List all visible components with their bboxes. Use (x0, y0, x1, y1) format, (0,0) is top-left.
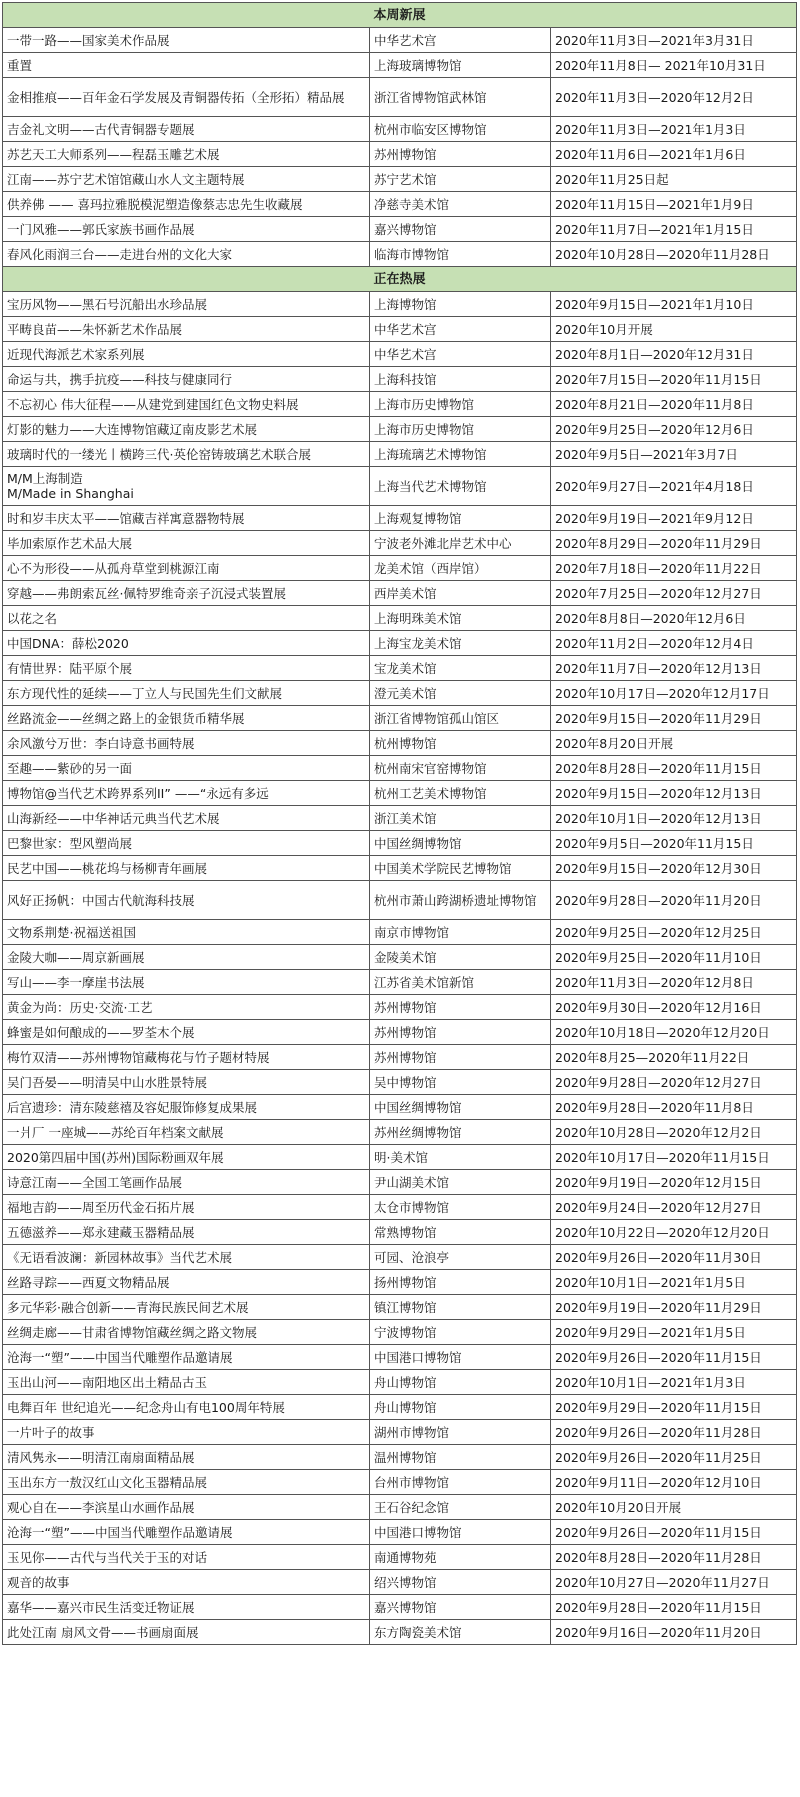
venue-cell: 嘉兴博物馆 (370, 217, 551, 242)
exhibition-table-body (3, 3, 797, 1645)
table-row (3, 442, 797, 467)
dates-cell: 2020年9月15日—2021年1月10日 (551, 292, 797, 317)
exhibition-name-cell: 一带一路——国家美术作品展 (3, 28, 370, 53)
venue-cell: 上海观复博物馆 (370, 506, 551, 531)
dates-cell: 2020年11月25日起 (551, 167, 797, 192)
exhibition-name-cell: 有情世界：陆平原个展 (3, 656, 370, 681)
venue-cell: 中华艺术宫 (370, 317, 551, 342)
exhibition-name-cell: 金陵大咖——周京新画展 (3, 945, 370, 970)
dates-cell: 2020年9月25日—2020年11月10日 (551, 945, 797, 970)
venue-cell: 湖州市博物馆 (370, 1420, 551, 1445)
venue-cell: 南京市博物馆 (370, 920, 551, 945)
exhibition-name-cell: 命运与共，携手抗疫——科技与健康同行 (3, 367, 370, 392)
dates-cell: 2020年9月19日—2021年9月12日 (551, 506, 797, 531)
table-row (3, 28, 797, 53)
dates-cell: 2020年11月3日—2021年3月31日 (551, 28, 797, 53)
table-row (3, 1520, 797, 1545)
table-row (3, 970, 797, 995)
table-row (3, 1145, 797, 1170)
exhibition-name-cell: 一片叶子的故事 (3, 1420, 370, 1445)
venue-cell: 中华艺术宫 (370, 342, 551, 367)
exhibition-name-cell: 重置 (3, 53, 370, 78)
exhibition-name-cell: 江南——苏宁艺术馆馆藏山水人文主题特展 (3, 167, 370, 192)
dates-cell: 2020年7月18日—2020年11月22日 (551, 556, 797, 581)
venue-cell: 江苏省美术馆新馆 (370, 970, 551, 995)
dates-cell: 2020年11月2日—2020年12月4日 (551, 631, 797, 656)
dates-cell: 2020年9月28日—2020年11月8日 (551, 1095, 797, 1120)
table-row (3, 806, 797, 831)
dates-cell: 2020年11月7日—2021年1月15日 (551, 217, 797, 242)
dates-cell: 2020年8月28日—2020年11月28日 (551, 1545, 797, 1570)
table-row (3, 217, 797, 242)
exhibition-name-cell: 苏艺天工大师系列——程磊玉雕艺术展 (3, 142, 370, 167)
dates-cell: 2020年7月25日—2020年12月27日 (551, 581, 797, 606)
exhibition-name-cell: 至趣——紫砂的另一面 (3, 756, 370, 781)
venue-cell: 龙美术馆（西岸馆） (370, 556, 551, 581)
venue-cell: 中国丝绸博物馆 (370, 1095, 551, 1120)
dates-cell: 2020年8月1日—2020年12月31日 (551, 342, 797, 367)
exhibition-name-cell: 春风化雨润三台——走进台州的文化大家 (3, 242, 370, 267)
exhibition-name-cell: 时和岁丰庆太平——馆藏吉祥寓意器物特展 (3, 506, 370, 531)
table-row (3, 945, 797, 970)
exhibition-name-cell: 宝历风物——黑石号沉船出水珍品展 (3, 292, 370, 317)
table-row (3, 467, 797, 506)
dates-cell: 2020年7月15日—2020年11月15日 (551, 367, 797, 392)
dates-cell: 2020年10月开展 (551, 317, 797, 342)
venue-cell: 杭州市萧山跨湖桥遗址博物馆 (370, 881, 551, 920)
venue-cell: 中国港口博物馆 (370, 1520, 551, 1545)
table-row (3, 1320, 797, 1345)
table-row (3, 1120, 797, 1145)
venue-cell: 苏州博物馆 (370, 1020, 551, 1045)
exhibition-name-cell: 丝路寻踪——西夏文物精品展 (3, 1270, 370, 1295)
venue-cell: 上海明珠美术馆 (370, 606, 551, 631)
venue-cell: 宝龙美术馆 (370, 656, 551, 681)
venue-cell: 舟山博物馆 (370, 1370, 551, 1395)
dates-cell: 2020年9月19日—2020年11月29日 (551, 1295, 797, 1320)
table-row (3, 142, 797, 167)
exhibition-name-cell: 风好正扬帆：中国古代航海科技展 (3, 881, 370, 920)
exhibition-name-cell: 观音的故事 (3, 1570, 370, 1595)
venue-cell: 尹山湖美术馆 (370, 1170, 551, 1195)
dates-cell: 2020年9月19日—2020年12月15日 (551, 1170, 797, 1195)
table-row (3, 242, 797, 267)
exhibition-name-cell: 清风隽永——明清江南扇面精品展 (3, 1445, 370, 1470)
venue-cell: 西岸美术馆 (370, 581, 551, 606)
exhibition-name-cell: 沧海一“塑”——中国当代雕塑作品邀请展 (3, 1345, 370, 1370)
table-row (3, 167, 797, 192)
dates-cell: 2020年10月28日—2020年12月2日 (551, 1120, 797, 1145)
venue-cell: 扬州博物馆 (370, 1270, 551, 1295)
dates-cell: 2020年8月28日—2020年11月15日 (551, 756, 797, 781)
venue-cell: 净慈寺美术馆 (370, 192, 551, 217)
exhibition-name-cell: 玉出山河——南阳地区出土精品古玉 (3, 1370, 370, 1395)
venue-cell: 台州市博物馆 (370, 1470, 551, 1495)
dates-cell: 2020年10月1日—2021年1月3日 (551, 1370, 797, 1395)
table-row (3, 342, 797, 367)
exhibition-name-cell: 梅竹双清——苏州博物馆藏梅花与竹子题材特展 (3, 1045, 370, 1070)
table-row (3, 317, 797, 342)
venue-cell: 浙江美术馆 (370, 806, 551, 831)
table-row (3, 1195, 797, 1220)
table-row (3, 1045, 797, 1070)
table-row (3, 995, 797, 1020)
dates-cell: 2020年9月15日—2020年11月29日 (551, 706, 797, 731)
section-header-row (3, 267, 797, 292)
table-row (3, 881, 797, 920)
table-row (3, 1570, 797, 1595)
dates-cell: 2020年9月28日—2020年11月20日 (551, 881, 797, 920)
venue-cell: 杭州南宋官窑博物馆 (370, 756, 551, 781)
table-row (3, 78, 797, 117)
exhibition-name-cell: 黄金为尚：历史·交流·工艺 (3, 995, 370, 1020)
dates-cell: 2020年10月18日—2020年12月20日 (551, 1020, 797, 1045)
exhibition-name-cell: 丝路流金——丝绸之路上的金银货币精华展 (3, 706, 370, 731)
exhibition-name-cell: 诗意江南——全国工笔画作品展 (3, 1170, 370, 1195)
table-row (3, 656, 797, 681)
dates-cell: 2020年11月6日—2021年1月6日 (551, 142, 797, 167)
venue-cell: 上海科技馆 (370, 367, 551, 392)
exhibition-name-cell: 东方现代性的延续——丁立人与民国先生们文献展 (3, 681, 370, 706)
dates-cell: 2020年9月11日—2020年12月10日 (551, 1470, 797, 1495)
venue-cell: 南通博物苑 (370, 1545, 551, 1570)
exhibition-name-cell: 沧海一“塑”——中国当代雕塑作品邀请展 (3, 1520, 370, 1545)
exhibition-name-cell: 五德滋养——郑永建藏玉器精品展 (3, 1220, 370, 1245)
dates-cell: 2020年9月15日—2020年12月30日 (551, 856, 797, 881)
table-row (3, 756, 797, 781)
exhibition-name-cell: 山海新经——中华神话元典当代艺术展 (3, 806, 370, 831)
exhibition-name-cell: 不忘初心 伟大征程——从建党到建国红色文物史料展 (3, 392, 370, 417)
exhibition-name-cell: 后宫遗珍：清东陵慈禧及容妃服饰修复成果展 (3, 1095, 370, 1120)
exhibition-name-cell: 民艺中国——桃花坞与杨柳青年画展 (3, 856, 370, 881)
venue-cell: 中华艺术宫 (370, 28, 551, 53)
exhibition-name-cell: 一门风雅——郭氏家族书画作品展 (3, 217, 370, 242)
dates-cell: 2020年9月30日—2020年12月16日 (551, 995, 797, 1020)
exhibition-name-cell: M/M上海制造 M/Made in Shanghai (3, 467, 370, 506)
venue-cell: 上海市历史博物馆 (370, 392, 551, 417)
dates-cell: 2020年9月26日—2020年11月28日 (551, 1420, 797, 1445)
table-row (3, 392, 797, 417)
venue-cell: 杭州工艺美术博物馆 (370, 781, 551, 806)
table-row (3, 1270, 797, 1295)
venue-cell: 镇江博物馆 (370, 1295, 551, 1320)
table-row (3, 1170, 797, 1195)
dates-cell: 2020年9月16日—2020年11月20日 (551, 1620, 797, 1645)
exhibition-name-cell: 《无语看波澜：新园林故事》当代艺术展 (3, 1245, 370, 1270)
dates-cell: 2020年8月25—2020年11月22日 (551, 1045, 797, 1070)
venue-cell: 苏州博物馆 (370, 142, 551, 167)
table-row (3, 1245, 797, 1270)
venue-cell: 杭州博物馆 (370, 731, 551, 756)
table-row (3, 1495, 797, 1520)
table-row (3, 606, 797, 631)
dates-cell: 2020年9月26日—2020年11月25日 (551, 1445, 797, 1470)
venue-cell: 上海当代艺术博物馆 (370, 467, 551, 506)
dates-cell: 2020年9月5日—2020年11月15日 (551, 831, 797, 856)
dates-cell: 2020年8月21日—2020年11月8日 (551, 392, 797, 417)
dates-cell: 2020年9月25日—2020年12月6日 (551, 417, 797, 442)
venue-cell: 上海玻璃博物馆 (370, 53, 551, 78)
table-row (3, 1420, 797, 1445)
table-row (3, 1595, 797, 1620)
venue-cell: 东方陶瓷美术馆 (370, 1620, 551, 1645)
venue-cell: 金陵美术馆 (370, 945, 551, 970)
table-row (3, 1395, 797, 1420)
table-row (3, 1020, 797, 1045)
dates-cell: 2020年11月3日—2020年12月2日 (551, 78, 797, 117)
exhibition-name-cell: 电舞百年 世纪追光——纪念舟山有电100周年特展 (3, 1395, 370, 1420)
section-header-row (3, 3, 797, 28)
table-row (3, 1545, 797, 1570)
exhibition-name-cell: 蜂蜜是如何酿成的——罗荃木个展 (3, 1020, 370, 1045)
venue-cell: 苏州博物馆 (370, 995, 551, 1020)
table-row (3, 631, 797, 656)
table-row (3, 1095, 797, 1120)
table-row (3, 581, 797, 606)
venue-cell: 上海市历史博物馆 (370, 417, 551, 442)
table-row (3, 1620, 797, 1645)
venue-cell: 绍兴博物馆 (370, 1570, 551, 1595)
section-title: 正在热展 (3, 267, 797, 292)
table-row (3, 367, 797, 392)
exhibition-name-cell: 金相推痕——百年金石学发展及青铜器传拓（全形拓）精品展 (3, 78, 370, 117)
venue-cell: 临海市博物馆 (370, 242, 551, 267)
table-row (3, 856, 797, 881)
venue-cell: 浙江省博物馆孤山馆区 (370, 706, 551, 731)
exhibition-name-cell: 巴黎世家：型风塑尚展 (3, 831, 370, 856)
venue-cell: 上海琉璃艺术博物馆 (370, 442, 551, 467)
venue-cell: 常熟博物馆 (370, 1220, 551, 1245)
venue-cell: 中国丝绸博物馆 (370, 831, 551, 856)
dates-cell: 2020年9月28日—2020年12月27日 (551, 1070, 797, 1095)
exhibition-name-cell: 嘉华——嘉兴市民生活变迁物证展 (3, 1595, 370, 1620)
venue-cell: 舟山博物馆 (370, 1395, 551, 1420)
section-title: 本周新展 (3, 3, 797, 28)
table-row (3, 1070, 797, 1095)
venue-cell: 中国美术学院民艺博物馆 (370, 856, 551, 881)
table-row (3, 192, 797, 217)
table-row (3, 1470, 797, 1495)
table-row (3, 1445, 797, 1470)
venue-cell: 温州博物馆 (370, 1445, 551, 1470)
table-row (3, 53, 797, 78)
table-row (3, 706, 797, 731)
exhibition-name-cell: 近现代海派艺术家系列展 (3, 342, 370, 367)
dates-cell: 2020年10月20日开展 (551, 1495, 797, 1520)
venue-cell: 嘉兴博物馆 (370, 1595, 551, 1620)
table-row (3, 417, 797, 442)
exhibition-name-cell: 多元华彩·融合创新——青海民族民间艺术展 (3, 1295, 370, 1320)
exhibition-name-cell: 玉出东方一敖汉红山文化玉器精品展 (3, 1470, 370, 1495)
table-row (3, 1370, 797, 1395)
dates-cell: 2020年10月28日—2020年11月28日 (551, 242, 797, 267)
exhibition-name-cell: 吴门吾晏——明清吴中山水胜景特展 (3, 1070, 370, 1095)
exhibition-name-cell: 此处江南 扇风文骨——书画扇面展 (3, 1620, 370, 1645)
dates-cell: 2020年9月29日—2021年1月5日 (551, 1320, 797, 1345)
exhibition-name-cell: 文物系荆楚·祝福送祖国 (3, 920, 370, 945)
dates-cell: 2020年11月7日—2020年12月13日 (551, 656, 797, 681)
exhibition-name-cell: 中国DNA：薛松2020 (3, 631, 370, 656)
venue-cell: 中国港口博物馆 (370, 1345, 551, 1370)
venue-cell: 宁波博物馆 (370, 1320, 551, 1345)
exhibition-name-cell: 观心自在——李滨星山水画作品展 (3, 1495, 370, 1520)
table-row (3, 1345, 797, 1370)
dates-cell: 2020年9月25日—2020年12月25日 (551, 920, 797, 945)
venue-cell: 浙江省博物馆武林馆 (370, 78, 551, 117)
dates-cell: 2020年9月28日—2020年11月15日 (551, 1595, 797, 1620)
table-row (3, 681, 797, 706)
venue-cell: 上海宝龙美术馆 (370, 631, 551, 656)
table-row (3, 1220, 797, 1245)
dates-cell: 2020年10月17日—2020年11月15日 (551, 1145, 797, 1170)
venue-cell: 澄元美术馆 (370, 681, 551, 706)
exhibition-table (2, 2, 797, 1645)
dates-cell: 2020年11月15日—2021年1月9日 (551, 192, 797, 217)
table-row (3, 292, 797, 317)
venue-cell: 可园、沧浪亭 (370, 1245, 551, 1270)
dates-cell: 2020年9月26日—2020年11月15日 (551, 1345, 797, 1370)
table-row (3, 920, 797, 945)
dates-cell: 2020年9月5日—2021年3月7日 (551, 442, 797, 467)
exhibition-name-cell: 写山——李一摩崖书法展 (3, 970, 370, 995)
dates-cell: 2020年9月24日—2020年12月27日 (551, 1195, 797, 1220)
venue-cell: 王石谷纪念馆 (370, 1495, 551, 1520)
dates-cell: 2020年10月1日—2021年1月5日 (551, 1270, 797, 1295)
venue-cell: 明·美术馆 (370, 1145, 551, 1170)
exhibition-name-cell: 以花之名 (3, 606, 370, 631)
dates-cell: 2020年10月22日—2020年12月20日 (551, 1220, 797, 1245)
dates-cell: 2020年10月17日—2020年12月17日 (551, 681, 797, 706)
dates-cell: 2020年9月29日—2020年11月15日 (551, 1395, 797, 1420)
exhibition-name-cell: 余风激兮万世：李白诗意书画特展 (3, 731, 370, 756)
table-row (3, 781, 797, 806)
venue-cell: 苏州丝绸博物馆 (370, 1120, 551, 1145)
table-row (3, 556, 797, 581)
exhibition-name-cell: 一爿厂 一座城——苏纶百年档案文献展 (3, 1120, 370, 1145)
table-row (3, 531, 797, 556)
table-row (3, 731, 797, 756)
venue-cell: 上海博物馆 (370, 292, 551, 317)
exhibition-name-cell: 玻璃时代的一缕光丨横跨三代·英伦窑铸玻璃艺术联合展 (3, 442, 370, 467)
dates-cell: 2020年8月29日—2020年11月29日 (551, 531, 797, 556)
dates-cell: 2020年8月20日开展 (551, 731, 797, 756)
dates-cell: 2020年10月1日—2020年12月13日 (551, 806, 797, 831)
table-row (3, 1295, 797, 1320)
exhibition-name-cell: 平畴良苗——朱怀新艺术作品展 (3, 317, 370, 342)
exhibition-name-cell: 吉金礼文明——古代青铜器专题展 (3, 117, 370, 142)
exhibition-name-cell: 供养佛 —— 喜玛拉雅脱模泥塑造像蔡志忠先生收藏展 (3, 192, 370, 217)
exhibition-name-cell: 穿越——弗朗索瓦丝·佩特罗维奇亲子沉浸式装置展 (3, 581, 370, 606)
exhibition-name-cell: 灯影的魅力——大连博物馆藏辽南皮影艺术展 (3, 417, 370, 442)
exhibition-name-cell: 2020第四届中国(苏州)国际粉画双年展 (3, 1145, 370, 1170)
table-row (3, 506, 797, 531)
venue-cell: 太仓市博物馆 (370, 1195, 551, 1220)
dates-cell: 2020年11月3日—2021年1月3日 (551, 117, 797, 142)
dates-cell: 2020年9月26日—2020年11月30日 (551, 1245, 797, 1270)
exhibition-name-cell: 福地吉韵——周至历代金石拓片展 (3, 1195, 370, 1220)
dates-cell: 2020年10月27日—2020年11月27日 (551, 1570, 797, 1595)
dates-cell: 2020年9月27日—2021年4月18日 (551, 467, 797, 506)
exhibition-name-cell: 博物馆@当代艺术跨界系列II” ——“永远有多远 (3, 781, 370, 806)
venue-cell: 杭州市临安区博物馆 (370, 117, 551, 142)
dates-cell: 2020年11月3日—2020年12月8日 (551, 970, 797, 995)
venue-cell: 苏宁艺术馆 (370, 167, 551, 192)
exhibition-name-cell: 玉见你——古代与当代关于玉的对话 (3, 1545, 370, 1570)
exhibition-name-cell: 毕加索原作艺术品大展 (3, 531, 370, 556)
venue-cell: 苏州博物馆 (370, 1045, 551, 1070)
dates-cell: 2020年11月8日— 2021年10月31日 (551, 53, 797, 78)
exhibition-name-cell: 丝绸走廊——甘肃省博物馆藏丝绸之路文物展 (3, 1320, 370, 1345)
venue-cell: 宁波老外滩北岸艺术中心 (370, 531, 551, 556)
dates-cell: 2020年9月26日—2020年11月15日 (551, 1520, 797, 1545)
dates-cell: 2020年9月15日—2020年12月13日 (551, 781, 797, 806)
table-row (3, 831, 797, 856)
dates-cell: 2020年8月8日—2020年12月6日 (551, 606, 797, 631)
exhibition-name-cell: 心不为形役——从孤舟草堂到桃源江南 (3, 556, 370, 581)
venue-cell: 吴中博物馆 (370, 1070, 551, 1095)
table-row (3, 117, 797, 142)
